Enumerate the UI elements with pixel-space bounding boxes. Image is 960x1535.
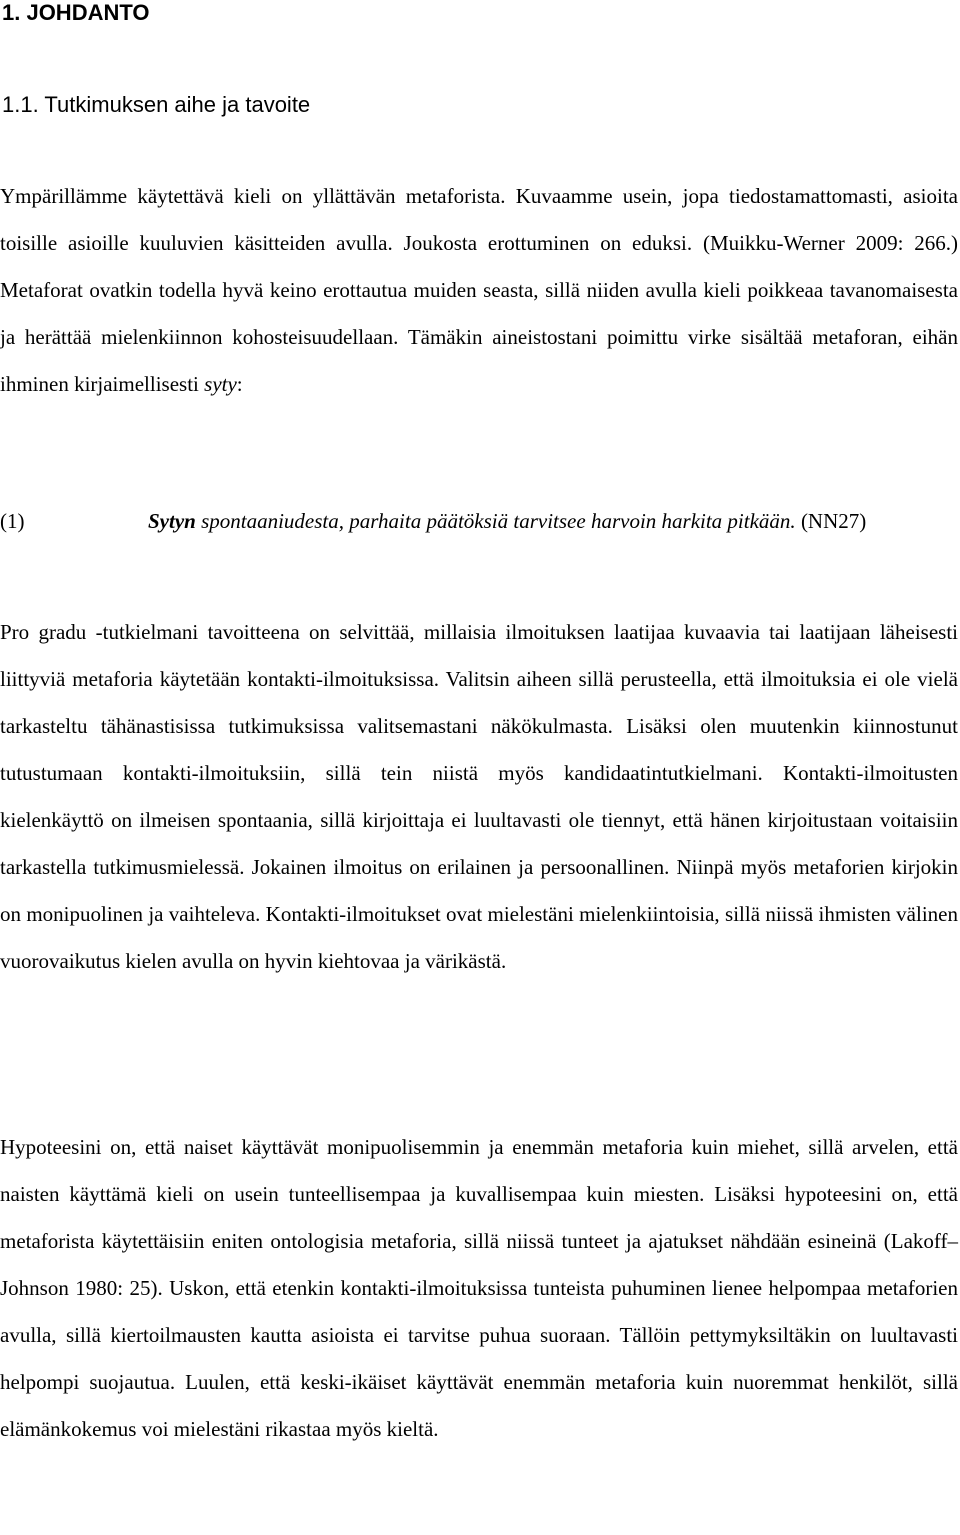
example-number: (1) <box>0 509 25 533</box>
paragraph-intro-text: Ympärillämme käytettävä kieli on yllättävän metaforista. Kuvaamme usein, jopa tiedostamattomasti, asioita toisille asioille kuuluvien käsitteiden avulla. Joukosta erottuminen on eduksi. (Muikku-Werner 2009: 266.) Metaforat ovatkin todella hyvä keino erottautua muiden seasta, sillä niiden avulla kieli poikkeaa tavanomaisesta ja herättää mielenkiinnon kohosteisuudellaan. Tämäkin aineistostani poimittu virke sisältää metaforan, eihän ihminen kirjaimellisesti <box>0 184 958 396</box>
section-heading: 1.1. Tutkimuksen aihe ja tavoite <box>2 92 311 117</box>
paragraph-hypothesis: Hypoteesini on, että naiset käyttävät monipuolisemmin ja enemmän metaforia kuin miehet, sillä arvelen, että naisten käyttämä kieli on usein tunteellisempaa ja kuvallisempaa kuin miesten. Lisäksi hypoteesini on, että metaforista käytettäisiin eniten ontologisia metaforia, sillä niissä tunteet ja ajatukset nähdään esineinä (Lakoff–Johnson 1980: 25). Uskon, että etenkin kontakti-ilmoituksissa tunteista puhuminen lienee helpompaa metaforien avulla, sillä kiertoilmausten kautta asioista ei tarvitse puhua suoraan. Tällöin pettymyksiltäkin on luultavasti helpompi suojautua. Luulen, että keski-ikäiset käyttävät enemmän metaforia kuin nuoremmat henkilöt, sillä elämänkokemus voi mielestäni rikastaa myös kieltä. <box>0 1135 958 1441</box>
chapter-heading: 1. JOHDANTO <box>2 0 150 25</box>
example-body <box>148 508 956 534</box>
paragraph-intro <box>0 173 958 408</box>
paragraph-intro-end: : <box>236 372 243 396</box>
paragraph-aim: Pro gradu -tutkielmani tavoitteena on selvittää, millaisia ilmoituksen laatijaa kuvaavia tai laatijaan läheisesti liittyviä metaforia käytetään kontakti-ilmoituksissa. Valitsin aiheen sillä perusteella, että ilmoituksia ei ole vielä tarkasteltu tähänastisissa tutkimuksissa valitsemastani näkökulmasta. Lisäksi olen muutenkin kiinnostunut tutustumaan kontakti-ilmoituksiin, sillä tein niistä myös kandidaatintutkielmani. Kontakti-ilmoitusten kielenkäyttö on ilmeisen spontaania, sillä kirjoittaja ei luultavasti ole tiennyt, että hänen kirjoitustaan voitaisiin tarkastella tutkimusmielessä. Jokainen ilmoitus on erilainen ja persoonallinen. Niinpä myös metaforien kirjokin on monipuolinen ja vaihteleva. Kontakti-ilmoitukset ovat mielestäni mielenkiintoisia, sillä niissä ihmisten välinen vuorovaikutus kielen avulla on hyvin kiehtovaa ja värikästä. <box>0 620 958 973</box>
example-keyword: Sytyn <box>148 509 196 533</box>
example-text: spontaaniudesta, parhaita päätöksiä tarvitsee harvoin harkita pitkään. <box>195 509 796 533</box>
example-source: (NN27) <box>795 509 867 533</box>
italic-word: syty <box>204 372 237 396</box>
